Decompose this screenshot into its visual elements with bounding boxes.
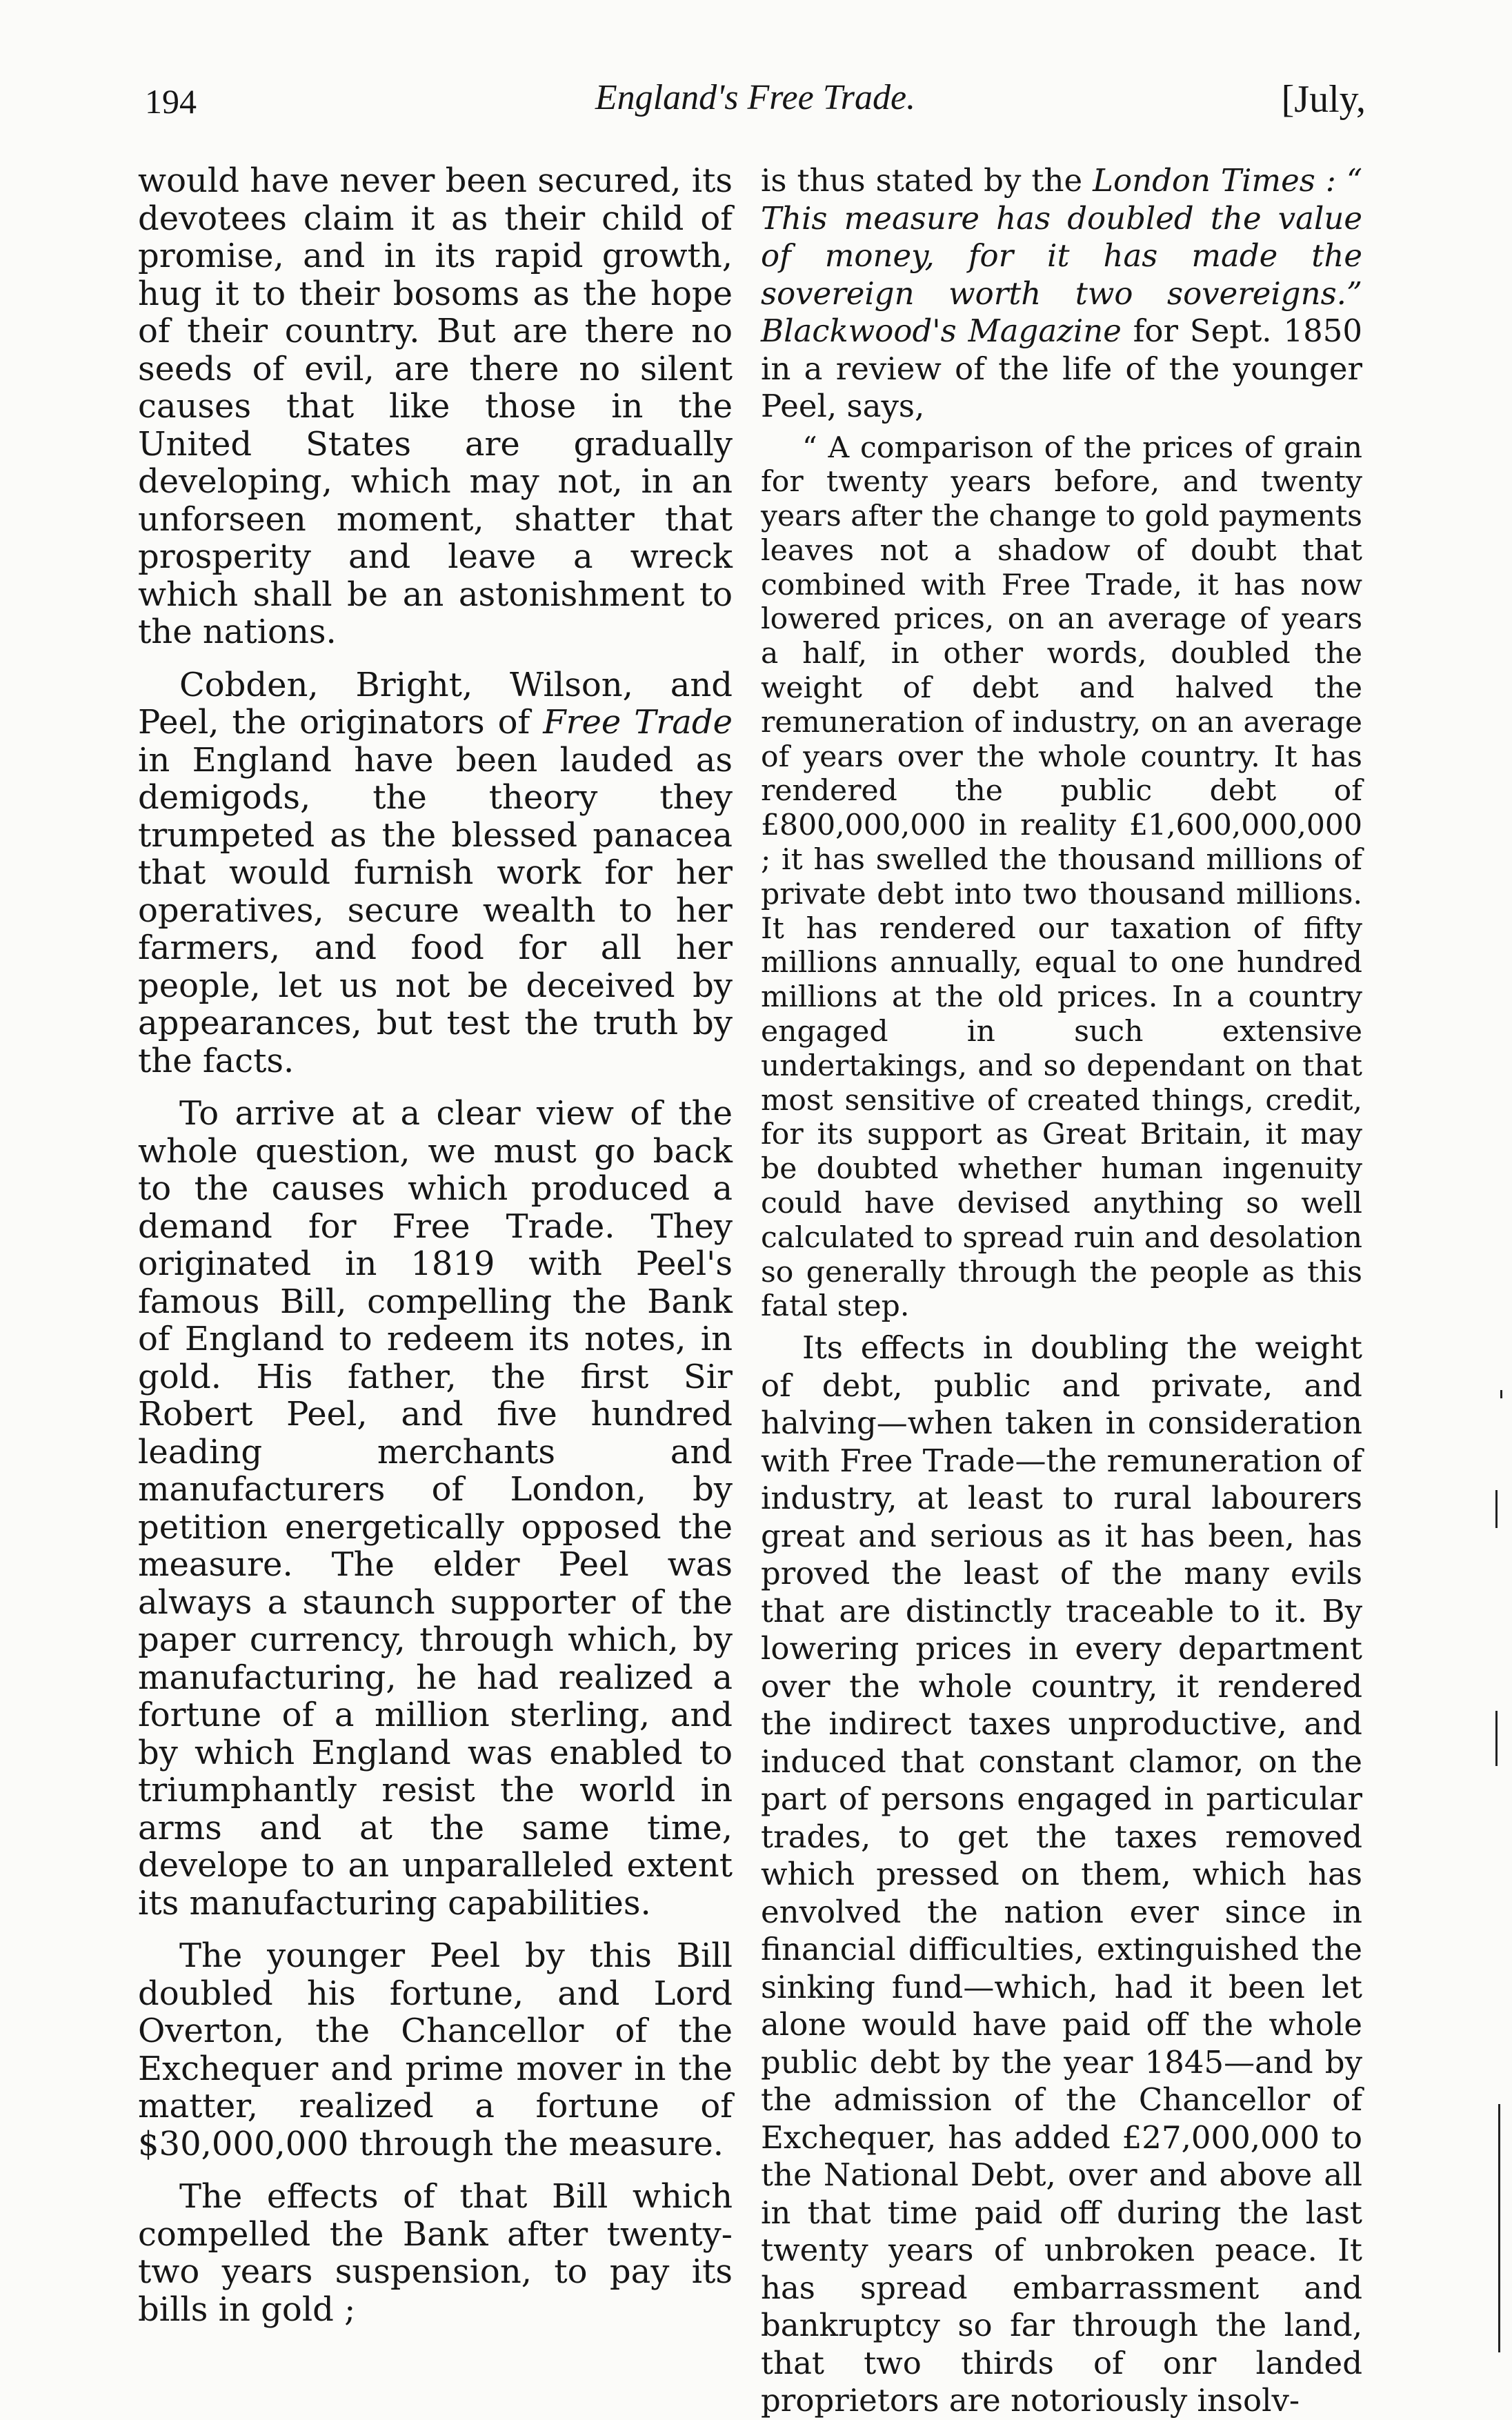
- left-paragraph-2-text-a: Cobden, Bright, Wilson, and Peel, the originators of: [138, 665, 733, 742]
- left-column: [138, 162, 733, 2328]
- running-title: England's Free Trade.: [595, 78, 916, 117]
- free-trade-emphasis: Free Trade: [543, 703, 733, 742]
- issue-month: [July,: [1281, 78, 1366, 121]
- left-paragraph-1: would have never been secured, its devotees claim it as their child of promise, and in its rapid growth, hug it to their bosoms as the hope of their country. But are there no seeds of evil, are there no silent causes that like those in the United States are gradually developing, which may not, in an unforseen moment, shatter that prosperity and leave a wreck which shall be an astonishment to the nations.: [138, 161, 733, 651]
- margin-mark: [1495, 1490, 1498, 1528]
- margin-mark: [1495, 1711, 1498, 1766]
- right-paragraph-2: Its effects in doubling the weight of debt, public and private, and halving—when taken in consideration with Free Trade—the remuneration of industry, at least to rural labourers great and serious as it has been, has proved the least of the many evils that are distinctly traceable to it. By lowering prices in every department over the whole country, it rendered the indirect taxes unproductive, and induced that constant clamor, on the part of persons engaged in particular trades, to get the taxes removed which pressed on them, which has envolved the nation ever since in financial difficulties, extinguished the sinking fund—which, had it been let alone would have paid off the whole public debt by the year 1845—and by the admission of the Chancellor of Exchequer, has added £27,000,000 to the National Debt, over and above all in that time paid off during the last twenty years of unbroken peace. It has spread embarrassment and bankruptcy so far through the land, that two thirds of onr landed proprietors are notoriously insolv-: [761, 1329, 1362, 2419]
- page-number: 194: [145, 82, 197, 121]
- left-paragraph-5: The effects of that Bill which compelled the Bank after twenty-two years suspension, to pay its bills in gold ;: [138, 2177, 733, 2329]
- blackwoods-quotation: “ A comparison of the prices of grain for twenty years before, and twenty years after the change to gold payments leaves not a shadow of doubt that combined with Free Trade, it has now lowered prices, on an average of years a half, in other words, doubled the weight of debt and halved the remuneration of industry, on an average of years over the whole country. It has rendered the public debt of £800,000,000 in reality £1,600,000,000 ; it has swelled the thousand millions of private debt into two thousand millions. It has rendered our taxation of fifty millions annually, equal to one hundred millions at the old prices. In a country engaged in such extensive undertakings, and so dependant on that most sensitive of created things, credit, for its support as Great Britain, it may be doubted whether human ingenuity could have devised anything so well calculated to spread ruin and desolation so generally through the people as this fatal step.: [761, 430, 1362, 1324]
- left-paragraph-4: The younger Peel by this Bill doubled his fortune, and Lord Overton, the Chancellor of the Exchequer and prime mover in the matter, realized a fortune of $30,000,000 through the measure.: [138, 1936, 733, 2163]
- right-paragraph-1-text-a: is thus stated by the: [761, 162, 1093, 199]
- running-head: [145, 77, 1366, 132]
- margin-mark: [1498, 2104, 1500, 2352]
- times-quote-and-blackwoods: “ This measure has doubled the value of money, for it has made the sovereign worth two sovereigns.” Blackwood's Magazine: [761, 162, 1362, 349]
- left-paragraph-3: To arrive at a clear view of the whole question, we must go back to the causes which produced a demand for Free Trade. They originated in 1819 with Peel's famous Bill, compelling the Bank of England to redeem its notes, in gold. His father, the first Sir Robert Peel, and five hundred leading merchants and manufacturers of London, by petition energetically opposed the measure. The elder Peel was always a staunch supporter of the paper currency, through which, by manufacturing, he had realized a fortune of a million sterling, and by which England was enabled to triumphantly resist the world in arms and at the same time, develope to an unparalleled extent its manufacturing capabilities.: [138, 1094, 733, 1923]
- london-times-citation: London Times :: [1093, 162, 1336, 199]
- margin-mark: [1500, 1390, 1502, 1398]
- left-paragraph-2-text-b: in England have been lauded as demigods, the theory they trumpeted as the blessed panacea that would furnish work for her operatives, secure wealth to her farmers, and food for all her people, let us not be deceived by appearances, but test the truth by the facts.: [138, 740, 733, 1080]
- right-paragraph-1-text-b: for Sept. 1850 in a review of the life of the younger Peel, says,: [761, 313, 1362, 424]
- left-paragraph-2: [138, 666, 733, 1080]
- right-paragraph-1: [761, 162, 1362, 426]
- right-column: [761, 162, 1362, 2420]
